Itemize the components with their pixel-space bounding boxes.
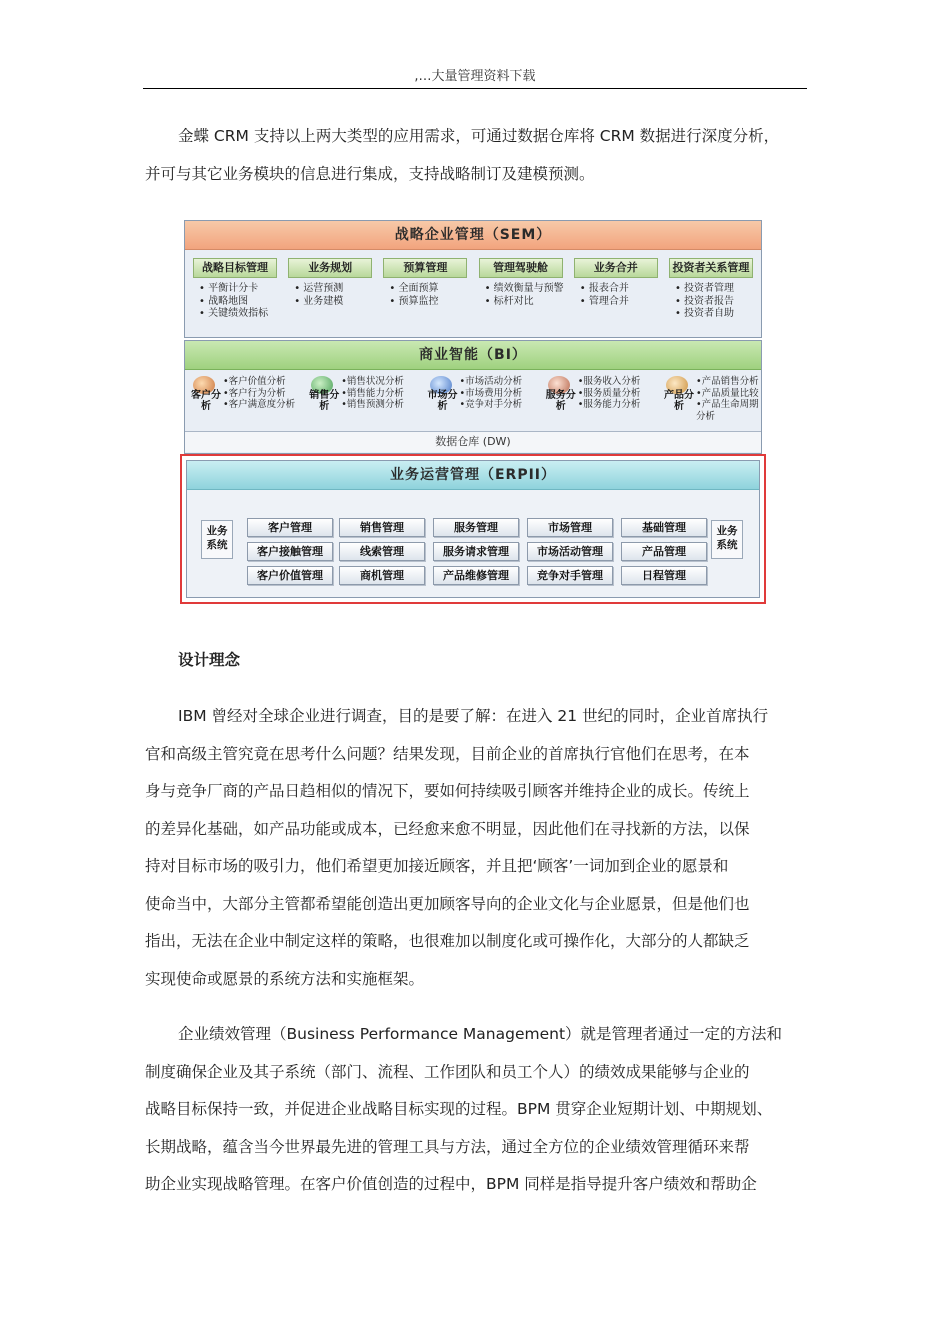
paragraph-bpm xyxy=(145,1016,809,1204)
bi-cell-label: 市场分析 xyxy=(427,390,458,412)
page-header xyxy=(143,66,807,89)
module-box: 客户管理 xyxy=(247,518,333,537)
bi-cell-label: 服务分析 xyxy=(545,390,576,412)
bi-item: • 市场活动分析 xyxy=(460,376,523,388)
sem-column-head: 投资者关系管理 xyxy=(669,258,753,278)
module-box: 基础管理 xyxy=(621,518,707,537)
text-line: 指出，无法在企业中制定这样的策略，也很难加以制度化或可操作化，大部分的人都缺乏 xyxy=(145,932,750,950)
module-box: 竞争对手管理 xyxy=(527,566,613,585)
bi-layer xyxy=(184,340,762,454)
sem-layer xyxy=(184,220,762,338)
sem-column-head: 预算管理 xyxy=(383,258,467,278)
bi-cell xyxy=(189,376,296,432)
text-line: 的差异化基础，如产品功能或成本，已经愈来愈不明显，因此他们在寻找新的方法，以保 xyxy=(145,819,750,838)
bi-item: • 服务收入分析 xyxy=(578,376,641,388)
sem-column xyxy=(193,258,277,321)
text-line: 官和高级主管究竟在思考什么问题？结果发现，目前企业的首席执行官他们在思考，在本 xyxy=(145,744,750,763)
sem-item: • 业务建模 xyxy=(294,296,372,309)
sem-item: • 战略地图 xyxy=(199,296,277,309)
erp-layer xyxy=(186,460,760,598)
sem-column-head: 战略目标管理 xyxy=(193,258,277,278)
sem-title: 战略企业管理（SEM） xyxy=(185,221,761,250)
module-box: 市场活动管理 xyxy=(527,542,613,561)
sem-column xyxy=(288,258,372,321)
text-line: 并可与其它业务模块的信息进行集成，支持战略制订及建模预测。 xyxy=(145,164,595,183)
sem-item: • 绩效衡量与预警 xyxy=(485,283,563,296)
bi-item: • 产品销售分析 xyxy=(696,376,760,388)
bi-item: • 市场费用分析 xyxy=(460,388,523,400)
text-line: 助企业实现战略管理。在客户价值创造的过程中，BPM 同样是指导提升客户绩效和帮助企 xyxy=(145,1175,757,1193)
bi-item: • 销售能力分析 xyxy=(341,388,404,400)
text-line: 企业绩效管理（Business Performance Management）就是管理者通过一定的方法和 xyxy=(178,1025,783,1043)
module-box: 线索管理 xyxy=(339,542,425,561)
module-box: 销售管理 xyxy=(339,518,425,537)
sem-item: • 报表合并 xyxy=(580,283,658,296)
bi-item: • 服务能力分析 xyxy=(578,399,641,411)
business-system-tag-left: 业务系统 xyxy=(201,520,233,559)
customer-analysis-icon xyxy=(189,376,223,420)
bi-cell-label: 产品分析 xyxy=(664,390,694,412)
paragraph-ibm xyxy=(145,698,809,998)
text-line: 金蝶 CRM 支持以上两大类型的应用需求，可通过数据仓库将 CRM 数据进行深度分析， xyxy=(178,127,780,145)
sem-column-head: 业务规划 xyxy=(288,258,372,278)
sem-column xyxy=(669,258,753,321)
sem-item: • 管理合并 xyxy=(580,296,658,309)
bi-item: • 竞争对手分析 xyxy=(460,399,523,411)
module-box: 服务请求管理 xyxy=(433,542,519,561)
bi-cell xyxy=(426,376,523,432)
module-box: 日程管理 xyxy=(621,566,707,585)
bi-item: • 服务质量分析 xyxy=(578,388,641,400)
module-box: 客户价值管理 xyxy=(247,566,333,585)
bi-cell-label: 销售分析 xyxy=(309,390,340,412)
product-analysis-icon xyxy=(662,376,696,420)
sem-item: • 运营预测 xyxy=(294,283,372,296)
sem-item: • 关键绩效指标 xyxy=(199,308,277,321)
market-analysis-icon xyxy=(426,376,460,420)
bi-cell xyxy=(544,376,641,432)
text-line: 制度确保企业及其子系统（部门、流程、工作团队和员工个人）的绩效成果能够与企业的 xyxy=(145,1062,750,1081)
text-line: IBM 曾经对全球企业进行调查，目的是要了解：在进入 21 世纪的同时，企业首席执行 xyxy=(178,707,769,725)
section-title: 设计理念 xyxy=(178,651,241,669)
bi-item: • 客户满意度分析 xyxy=(223,399,295,411)
erp-title: 业务运营管理（ERPII） xyxy=(187,461,759,490)
header-text: ,…大量管理资料下载 xyxy=(414,69,536,84)
sem-column-head: 管理驾驶舱 xyxy=(479,258,563,278)
bi-cell xyxy=(662,376,759,432)
module-box: 商机管理 xyxy=(339,566,425,585)
sem-item: • 投资者报告 xyxy=(675,296,753,309)
sem-item: • 预算监控 xyxy=(389,296,467,309)
sem-item: • 投资者管理 xyxy=(675,283,753,296)
module-box: 客户接触管理 xyxy=(247,542,333,561)
sem-item: • 全面预算 xyxy=(389,283,467,296)
text-line: 战略目标保持一致，并促进企业战略目标实现的过程。BPM 贯穿企业短期计划、中期规划、 xyxy=(145,1100,773,1118)
business-system-tag-right: 业务系统 xyxy=(711,520,743,559)
sem-column xyxy=(383,258,467,321)
sem-item: • 标杆对比 xyxy=(485,296,563,309)
intro-paragraph xyxy=(145,118,809,193)
text-line: 实现使命或愿景的系统方法和实施框架。 xyxy=(145,969,425,988)
bi-item: • 产品生命周期分析 xyxy=(696,399,760,422)
service-analysis-icon xyxy=(544,376,578,420)
bi-item: • 产品质量比较 xyxy=(696,388,760,400)
bi-item: • 客户价值分析 xyxy=(223,376,295,388)
text-line: 持对目标市场的吸引力，他们希望更加接近顾客，并且把‘顾客’一词加到企业的愿景和 xyxy=(145,857,729,875)
module-box: 服务管理 xyxy=(433,518,519,537)
sem-column xyxy=(479,258,563,321)
bi-title: 商业智能（BI） xyxy=(185,341,761,370)
bi-item: • 客户行为分析 xyxy=(223,388,295,400)
sem-item: • 投资者自助 xyxy=(675,308,753,321)
sales-analysis-icon xyxy=(307,376,341,420)
architecture-diagram xyxy=(178,218,766,604)
bi-cell xyxy=(307,376,404,432)
data-warehouse-bar: 数据仓库 (DW) xyxy=(185,431,761,452)
text-line: 长期战略，蕴含当今世界最先进的管理工具与方法，通过全方位的企业绩效管理循环来帮 xyxy=(145,1137,750,1156)
module-box: 产品维修管理 xyxy=(433,566,519,585)
bi-cell-label: 客户分析 xyxy=(191,390,221,412)
sem-column xyxy=(574,258,658,321)
bi-item: • 销售预测分析 xyxy=(341,399,404,411)
erp-highlight-frame xyxy=(180,454,766,604)
module-box: 产品管理 xyxy=(621,542,707,561)
module-box: 市场管理 xyxy=(527,518,613,537)
sem-column-head: 业务合并 xyxy=(574,258,658,278)
bi-item: • 销售状况分析 xyxy=(341,376,404,388)
text-line: 身与竞争厂商的产品日趋相似的情况下，要如何持续吸引顾客并维持企业的成长。传统上 xyxy=(145,782,750,800)
text-line: 使命当中，大部分主管都希望能创造出更加顾客导向的企业文化与企业愿景，但是他们也 xyxy=(145,894,750,913)
sem-item: • 平衡计分卡 xyxy=(199,283,277,296)
